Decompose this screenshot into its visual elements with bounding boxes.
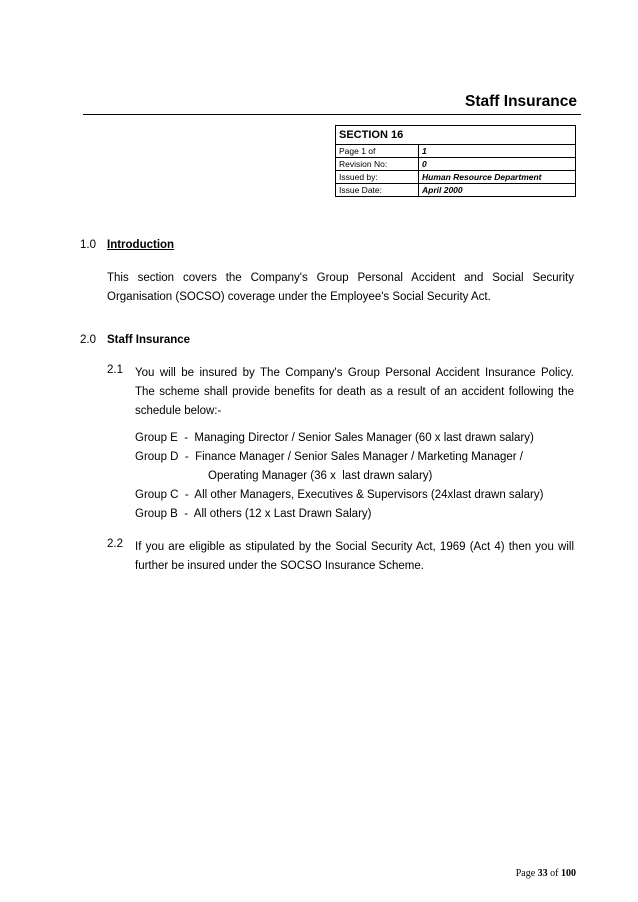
page-footer: [516, 868, 576, 879]
clause-number: 2.1: [107, 364, 123, 376]
section-heading: Staff Insurance: [107, 334, 191, 346]
meta-label: Issued by:: [336, 171, 419, 184]
meta-row: [336, 158, 576, 171]
group-d-line: Group D - Finance Manager / Senior Sales Manager / Marketing Manager /: [135, 451, 523, 463]
clause-line: schedule below:-: [135, 405, 222, 417]
clause-line: If you are eligible as stipulated by the Social Security Act, 1969 (Act 4) then you will: [135, 541, 574, 553]
group-c-line: Group C - All other Managers, Executives & Supervisors (24xlast drawn salary): [135, 489, 544, 501]
meta-label: Issue Date:: [336, 184, 419, 197]
intro-line: Organisation (SOCSO) coverage under the Employee's Social Security Act.: [107, 291, 491, 303]
footer-current-page: 33: [537, 868, 548, 879]
clause-line: further be insured under the SOCSO Insurance Scheme.: [135, 560, 424, 572]
meta-row: [336, 145, 576, 158]
meta-section: SECTION 16: [336, 126, 576, 145]
meta-label: Page 1 of: [336, 145, 419, 158]
footer-prefix: Page: [515, 868, 536, 879]
group-d-continuation: Operating Manager (36 x last drawn salary): [208, 470, 433, 482]
meta-value: Human Resource Department: [419, 171, 576, 184]
document-meta-table: [335, 125, 576, 197]
section-number: 1.0: [80, 239, 96, 251]
footer-total-pages: 100: [561, 868, 576, 879]
document-title: Staff Insurance: [465, 93, 577, 110]
section-number: 2.0: [80, 334, 96, 346]
meta-value: April 2000: [419, 184, 576, 197]
clause-line: The scheme shall provide benefits for death as a result of an accident following the: [135, 386, 574, 398]
group-e-line: Group E - Managing Director / Senior Sales Manager (60 x last drawn salary): [135, 432, 534, 444]
meta-value: 1: [419, 145, 576, 158]
meta-value: 0: [419, 158, 576, 171]
clause-line: You will be insured by The Company's Group Personal Accident Insurance Policy.: [135, 367, 574, 379]
title-rule: [83, 114, 581, 115]
meta-row: [336, 171, 576, 184]
meta-header-row: [336, 126, 576, 145]
meta-row: [336, 184, 576, 197]
section-heading: Introduction: [107, 239, 175, 251]
meta-label: Revision No:: [336, 158, 419, 171]
group-b-line: Group B - All others (12 x Last Drawn Salary): [135, 508, 372, 520]
footer-of: of: [550, 868, 559, 879]
clause-number: 2.2: [107, 538, 123, 550]
intro-line: This section covers the Company's Group Personal Accident and Social Security: [107, 272, 574, 284]
